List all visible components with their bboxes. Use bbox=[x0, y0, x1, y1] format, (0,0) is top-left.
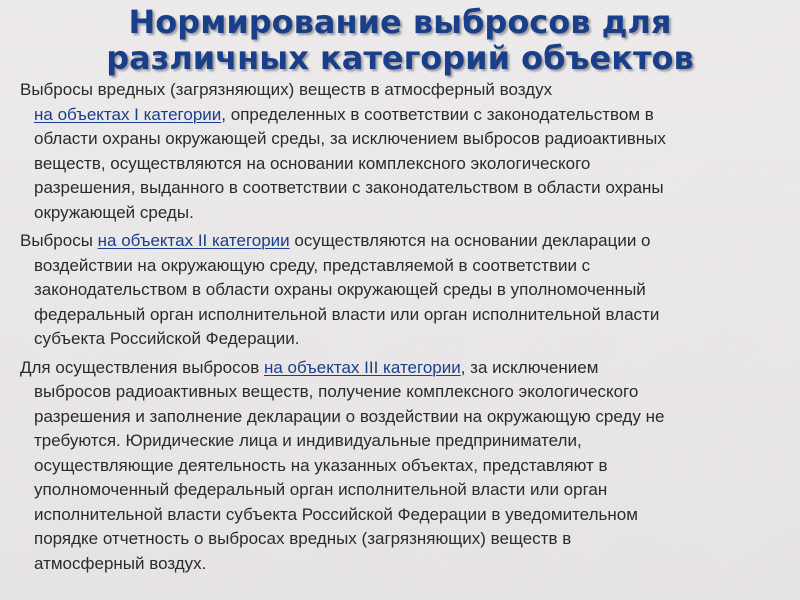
text-line bbox=[20, 254, 780, 279]
text-line bbox=[20, 356, 780, 381]
line-text: Для осуществления выбросов bbox=[20, 357, 264, 377]
text-line bbox=[20, 527, 780, 552]
line-text: разрешения и заполнение декларации о воздействии на окружающую среду не bbox=[34, 406, 665, 426]
line-text: разрешения, выданного в соответствии с законодательством в области охраны bbox=[34, 178, 664, 197]
line-text: исполнительной власти субъекта Российской Федерации в уведомительном bbox=[34, 504, 638, 524]
slide-title bbox=[30, 4, 770, 76]
category-1-link[interactable]: на объектах I категории bbox=[34, 104, 222, 124]
line-text: выбросов радиоактивных веществ, получение комплексного экологического bbox=[34, 382, 639, 401]
line-text: уполномоченный федеральный орган исполнительной власти или орган bbox=[34, 480, 608, 499]
slide-title-line-1: Нормирование выбросов для bbox=[128, 3, 672, 41]
line-text: порядке отчетность о выбросах вредных (загрязняющих) веществ в bbox=[34, 529, 572, 548]
line-text: законодательством в области охраны окружающей среды в уполномоченный bbox=[34, 280, 646, 299]
text-line bbox=[20, 303, 780, 328]
paragraph-category-2 bbox=[20, 229, 780, 352]
text-line bbox=[20, 229, 780, 254]
line-text: , определенных в соответствии с законодательством в bbox=[221, 104, 654, 124]
line-text: осуществляющие деятельность на указанных объектах, представляют в bbox=[34, 455, 608, 475]
paragraph-category-3 bbox=[20, 356, 780, 577]
text-line bbox=[20, 405, 780, 430]
text-line bbox=[20, 327, 780, 352]
text-line bbox=[20, 478, 780, 503]
line-text: Выбросы bbox=[20, 231, 98, 250]
category-2-link[interactable]: на объектах II категории bbox=[97, 231, 290, 250]
line-text: субъекта Российской Федерации. bbox=[34, 329, 300, 348]
text-line bbox=[20, 103, 780, 128]
text-line bbox=[20, 278, 780, 303]
text-line bbox=[20, 201, 780, 226]
text-line bbox=[20, 552, 780, 577]
line-text: веществ, осуществляются на основании комплексного экологического bbox=[34, 153, 591, 173]
text-line bbox=[20, 503, 780, 528]
line-text: требуются. Юридические лица и индивидуальные предприниматели, bbox=[34, 431, 582, 450]
line-text: , за исключением bbox=[460, 357, 599, 377]
line-text: осуществляются на основании декларации о bbox=[289, 231, 651, 250]
line-text: атмосферный воздух. bbox=[34, 553, 207, 573]
text-line bbox=[20, 152, 780, 177]
category-3-link[interactable]: на объектах III категории bbox=[263, 357, 461, 377]
line-text: области охраны окружающей среды, за исключением выбросов радиоактивных bbox=[34, 129, 666, 148]
paragraph-category-1 bbox=[20, 78, 780, 225]
text-line bbox=[20, 454, 780, 479]
line-text: федеральный орган исполнительной власти или орган исполнительной власти bbox=[34, 304, 660, 324]
text-line bbox=[20, 127, 780, 152]
text-line bbox=[20, 176, 780, 201]
text-line bbox=[20, 380, 780, 405]
line-text: воздействии на окружающую среду, представляемой в соответствии с bbox=[34, 255, 591, 275]
slide-title-line-2: различных категорий объектов bbox=[106, 39, 694, 77]
slide-body bbox=[20, 78, 780, 580]
line-text: Выбросы вредных (загрязняющих) веществ в атмосферный воздух bbox=[20, 80, 553, 99]
text-line bbox=[20, 78, 780, 103]
line-text: окружающей среды. bbox=[34, 202, 194, 222]
text-line bbox=[20, 429, 780, 454]
